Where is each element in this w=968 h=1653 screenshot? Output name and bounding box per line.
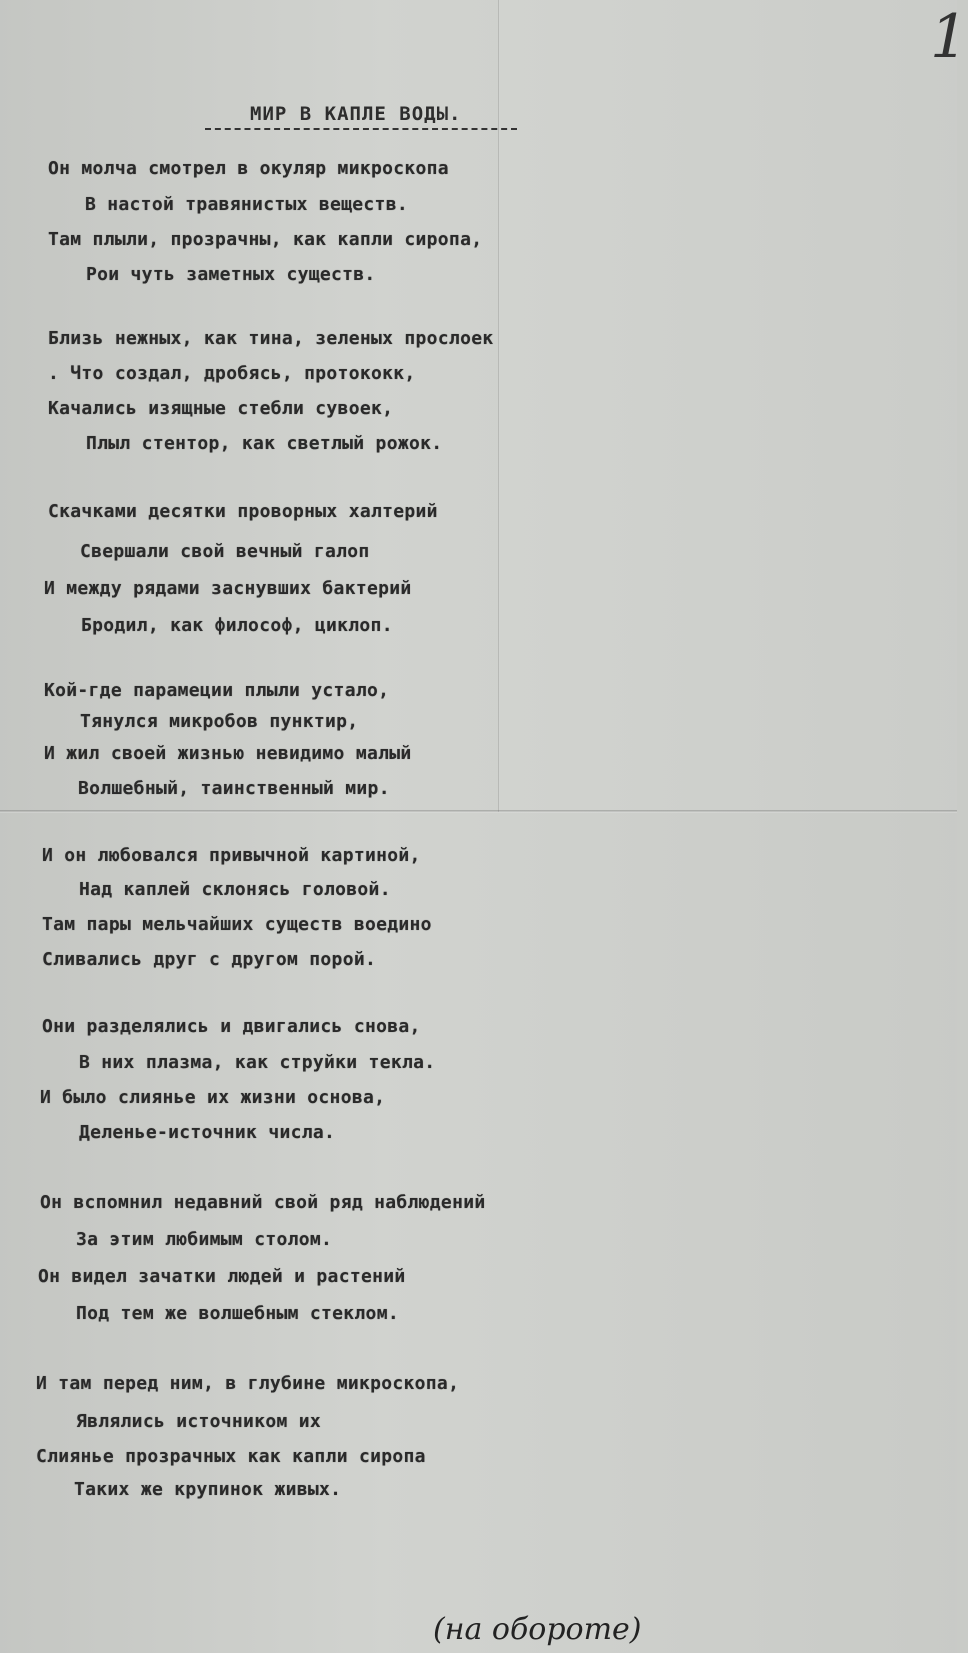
poem-line: Там пары мельчайших существ воедино [42,914,432,935]
poem-line: Волшебный, таинственный мир. [78,778,390,799]
paper-panel [500,0,957,812]
poem-line: Он вспомнил недавний свой ряд наблюдений [40,1192,486,1213]
poem-line: И он любовался привычной картиной, [42,845,421,866]
poem-title: МИР В КАПЛЕ ВОДЫ. [250,103,462,125]
page-number: 1 [930,2,968,72]
poem-line: Скачками десятки проворных халтерий [48,501,438,522]
poem-line: Сливались друг с другом порой. [42,949,377,970]
poem-line: Кой-где парамеции плыли устало, [44,680,390,701]
poem-line: . Что создал, дробясь, протококк, [48,363,416,384]
horizontal-fold-line [0,810,957,813]
poem-line: Над каплей склонясь головой. [79,879,391,900]
poem-line: Плыл стентор, как светлый рожок. [86,433,443,454]
poem-line: Он молча смотрел в окуляр микроскопа [48,158,449,179]
poem-line: И было слиянье их жизни основа, [40,1087,386,1108]
poem-line: За этим любимым столом. [76,1229,333,1250]
vertical-fold-line [498,0,500,812]
poem-line: Слиянье прозрачных как капли сиропа [36,1446,426,1467]
poem-line: Тянулся микробов пунктир, [80,711,359,732]
poem-line: Свершали свой вечный галоп [80,541,370,562]
poem-line: И жил своей жизнью невидимо малый [44,743,412,764]
poem-line: В них плазма, как струйки текла. [79,1052,436,1073]
poem-line: Под тем же волшебным стеклом. [76,1303,399,1324]
poem-line: Рои чуть заметных существ. [86,264,376,285]
poem-line: Там плыли, прозрачны, как капли сиропа, [48,229,483,250]
handwritten-note: (на обороте) [433,1612,642,1647]
poem-line: И там перед ним, в глубине микроскопа, [36,1373,460,1394]
poem-line: Деленье-источник числа. [79,1122,336,1143]
poem-line: Он видел зачатки людей и растений [38,1266,406,1287]
poem-line: Качались изящные стебли сувоек, [48,398,394,419]
poem-line: И между рядами заснувших бактерий [44,578,412,599]
title-underline [205,128,517,130]
poem-line: Являлись источником их [76,1411,322,1432]
poem-line: Бродил, как философ, циклоп. [81,615,393,636]
poem-line: Они разделялись и двигались снова, [42,1016,421,1037]
poem-line: Таких же крупинок живых. [74,1479,342,1500]
poem-line: В настой травянистых веществ. [85,194,408,215]
poem-line: Близь нежных, как тина, зеленых прослоек [48,328,494,349]
